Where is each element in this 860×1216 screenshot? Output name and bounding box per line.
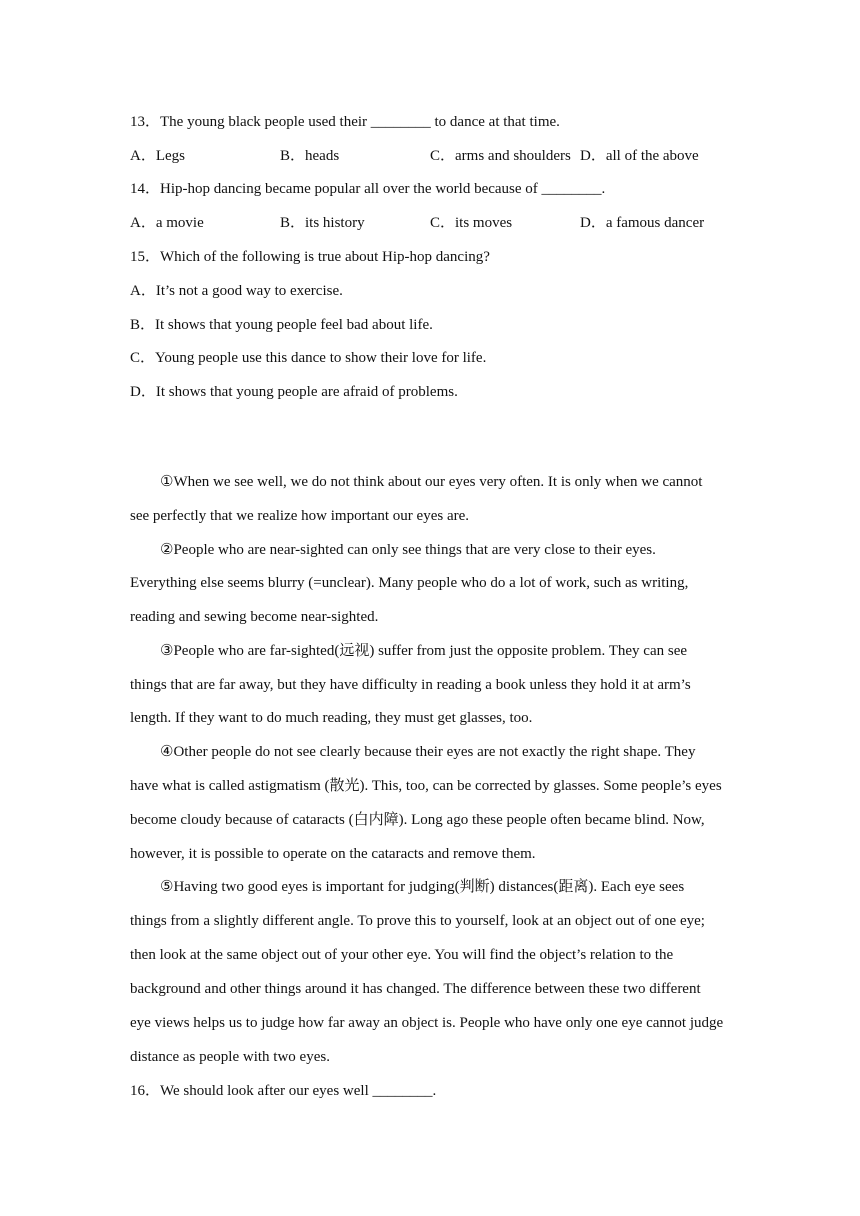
question-15-option-d: D．It shows that young people are afraid of problems. <box>130 384 458 400</box>
passage-para-4-line-2: have what is called astigmatism (散光). This, too, can be corrected by glasses. Some people’s eyes <box>130 778 722 794</box>
question-14-option-b: B．its history <box>280 215 365 231</box>
question-14-option-c: C．its moves <box>430 215 513 231</box>
question-13-option-a: A．Legs <box>130 148 185 164</box>
question-13-stem: 13．The young black people used their ________ to dance at that time. <box>130 114 560 130</box>
passage-para-5-line-2: things from a slightly different angle. To prove this to yourself, look at an object out of one eye; <box>130 913 705 929</box>
passage-para-3-line-1: ③People who are far-sighted(远视) suffer from just the opposite problem. They can see <box>160 643 688 659</box>
passage-para-4-line-3: become cloudy because of cataracts (白内障). Long ago these people often became blind. Now, <box>130 812 705 828</box>
passage-para-3-line-3: length. If they want to do much reading, they must get glasses, too. <box>130 710 533 726</box>
passage-para-3-line-2: things that are far away, but they have difficulty in reading a book unless they hold it at arm’s <box>130 677 691 693</box>
question-14-stem: 14．Hip-hop dancing became popular all over the world because of ________. <box>130 181 606 197</box>
question-13-option-c: C．arms and shoulders <box>430 148 571 164</box>
passage-para-2-line-3: reading and sewing become near-sighted. <box>130 609 379 625</box>
question-15-option-a: A．It’s not a good way to exercise. <box>130 283 343 299</box>
question-15-stem: 15．Which of the following is true about Hip-hop dancing? <box>130 249 490 265</box>
passage-para-5-line-1: ⑤Having two good eyes is important for judging(判断) distances(距离). Each eye sees <box>160 879 685 895</box>
question-16-stem: 16．We should look after our eyes well ________. <box>130 1083 437 1099</box>
passage-para-4-line-1: ④Other people do not see clearly because their eyes are not exactly the right shape. They <box>160 744 696 760</box>
passage-para-2-line-1: ②People who are near-sighted can only see things that are very close to their eyes. <box>160 542 656 558</box>
passage-para-1-line-2: see perfectly that we realize how important our eyes are. <box>130 508 470 524</box>
passage-para-5-line-3: then look at the same object out of your other eye. You will find the object’s relation to the <box>130 947 674 963</box>
question-13-option-b: B．heads <box>280 148 340 164</box>
passage-para-5-line-4: background and other things around it has changed. The difference between these two different <box>130 981 701 997</box>
passage-para-1-line-1: ①When we see well, we do not think about our eyes very often. It is only when we cannot <box>160 474 703 490</box>
passage-para-5-line-5: eye views helps us to judge how far away an object is. People who have only one eye cannot judge <box>130 1015 724 1031</box>
question-14-option-a: A．a movie <box>130 215 204 231</box>
question-14-option-d: D．a famous dancer <box>580 215 705 231</box>
passage-para-2-line-2: Everything else seems blurry (=unclear). Many people who do a lot of work, such as writing, <box>130 575 689 591</box>
passage-para-5-line-6: distance as people with two eyes. <box>130 1049 330 1065</box>
question-13-option-d: D．all of the above <box>580 148 699 164</box>
question-15-option-b: B．It shows that young people feel bad about life. <box>130 317 433 333</box>
question-15-option-c: C．Young people use this dance to show their love for life. <box>130 350 487 366</box>
passage-para-4-line-4: however, it is possible to operate on the cataracts and remove them. <box>130 846 536 862</box>
